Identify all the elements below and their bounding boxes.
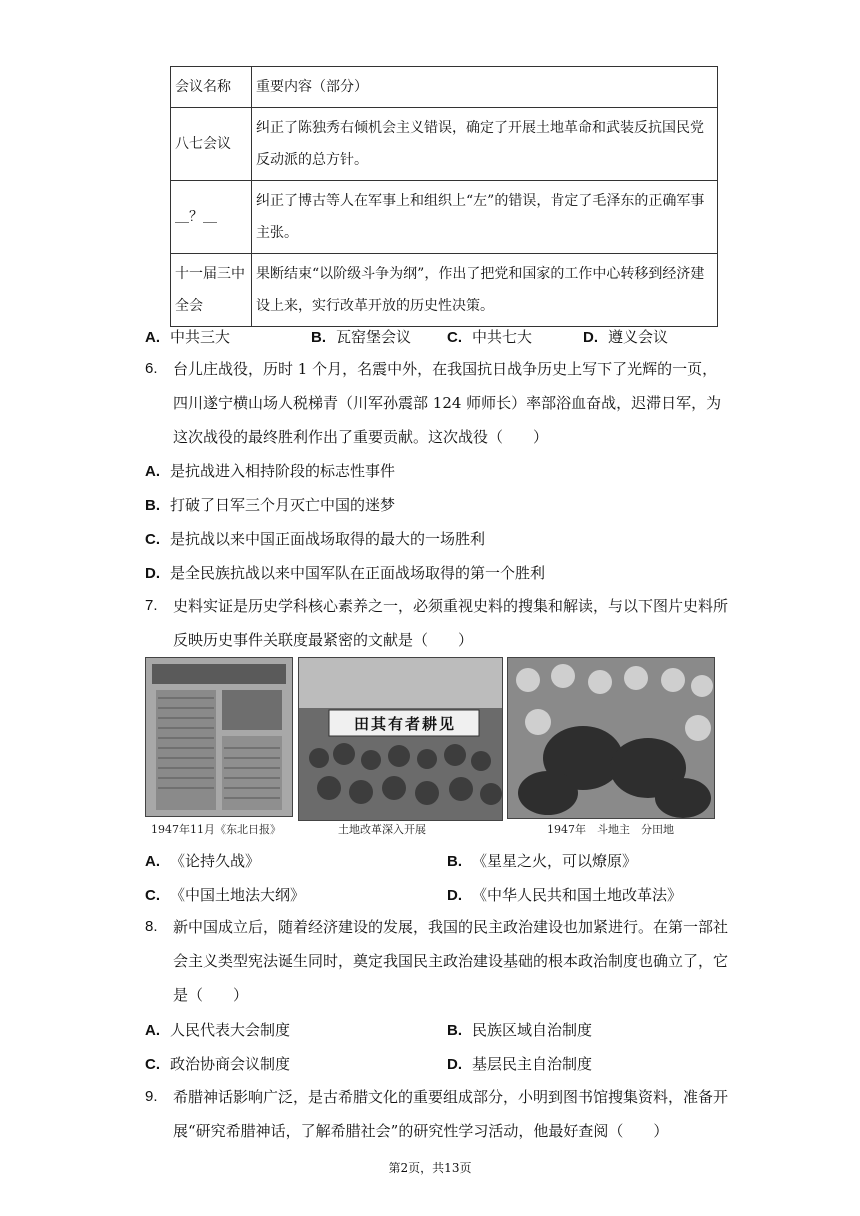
meeting-content-cell: 果断结束“以阶级斗争为纲”，作出了把党和国家的工作中心转移到经济建设上来，实行改革开放的历史性决策。 xyxy=(252,254,718,327)
newspaper-image xyxy=(146,658,292,816)
option-c: C. 是抗战以来中国正面战场取得的最大的一场胜利 xyxy=(145,530,486,548)
question-text: 新中国成立后，随着经济建设的发展，我国的民主政治建设也加紧进行。在第一部社会主义类型宪法诞生同时，奠定我国民主政治建设基础的根本政治制度也确立了，它是（ ） xyxy=(173,918,729,1004)
table-header-row xyxy=(171,67,718,108)
option-a: A. 《论持久战》 xyxy=(145,852,261,870)
meeting-name-cell: 十一届三中全会 xyxy=(171,254,252,327)
option-a: A. 是抗战进入相持阶段的标志性事件 xyxy=(145,462,396,480)
option-c: C. 《中国土地法大纲》 xyxy=(145,886,306,904)
option-b: B. 打破了日军三个月灭亡中国的迷梦 xyxy=(145,496,396,514)
meeting-crowd-image xyxy=(508,658,714,818)
question-text: 史料实证是历史学科核心素养之一，必须重视史料的搜集和解读，与以下图片史料所反映历史事件关联度最紧密的文献是（ ） xyxy=(173,597,729,649)
crowd-image xyxy=(299,658,502,820)
question-8 xyxy=(145,910,730,1012)
land-reform-photo xyxy=(298,657,503,821)
meeting-content-cell: 纠正了陈独秀右倾机会主义错误，确定了开展土地革命和武装反抗国民党反动派的总方针。 xyxy=(252,108,718,181)
distribute-land-photo xyxy=(507,657,715,819)
option-c: C. 中共七大 xyxy=(447,328,533,346)
option-d: D. 基层民主自治制度 xyxy=(447,1055,593,1073)
option-b: B. 《星星之火，可以燎原》 xyxy=(447,852,638,870)
photo-caption: 1947年 斗地主 分田地 xyxy=(547,823,674,836)
question-7 xyxy=(145,589,730,657)
question-9 xyxy=(145,1080,730,1148)
question-number: 9. xyxy=(145,1088,158,1105)
question-6 xyxy=(145,352,730,454)
header-cell: 会议名称 xyxy=(171,67,252,108)
newspaper-photo xyxy=(145,657,293,817)
table-row xyxy=(171,108,718,181)
option-b: B. 民族区域自治制度 xyxy=(447,1021,593,1039)
question-number: 6. xyxy=(145,360,158,377)
option-c: C. 政治协商会议制度 xyxy=(145,1055,291,1073)
banner-text: 田其有者耕见 xyxy=(353,715,456,733)
meeting-name-cell: 八七会议 xyxy=(171,108,252,181)
table-row xyxy=(171,254,718,327)
question-text: 希腊神话影响广泛，是古希腊文化的重要组成部分，小明到图书馆搜集资料，准备开展“研究希腊神话，了解希腊社会”的研究性学习活动，他最好查阅（ ） xyxy=(173,1088,729,1140)
meeting-table xyxy=(170,66,718,327)
option-d: D. 是全民族抗战以来中国军队在正面战场取得的第一个胜利 xyxy=(145,564,546,582)
meeting-content-cell: 纠正了博古等人在军事上和组织上“左”的错误，肯定了毛泽东的正确军事主张。 xyxy=(252,181,718,254)
question-number: 7. xyxy=(145,597,158,614)
question-text: 台儿庄战役，历时 1 个月，名震中外，在我国抗日战争历史上写下了光辉的一页，四川遂宁横山场人税梯青（川军孙震部 124 师师长）率部浴血奋战，迟滞日军，为这次战役的最终胜利作出了重要贡献。这次战役（ ） xyxy=(173,360,722,446)
option-b: B. 瓦窑堡会议 xyxy=(311,328,412,346)
meeting-name-cell: ＿？＿ xyxy=(171,181,252,254)
option-a: A. 中共三大 xyxy=(145,328,231,346)
historical-photos xyxy=(143,657,719,842)
photo-caption: 1947年11月《东北日报》 xyxy=(151,823,281,836)
header-cell: 重要内容（部分） xyxy=(252,67,718,108)
option-d: D. 遵义会议 xyxy=(583,328,669,346)
question-number: 8. xyxy=(145,918,158,935)
photo-caption: 土地改革深入开展 xyxy=(338,823,426,836)
option-a: A. 人民代表大会制度 xyxy=(145,1021,291,1039)
table-row xyxy=(171,181,718,254)
option-d: D. 《中华人民共和国土地改革法》 xyxy=(447,886,683,904)
page-footer: 第2页，共13页 xyxy=(388,1161,472,1175)
